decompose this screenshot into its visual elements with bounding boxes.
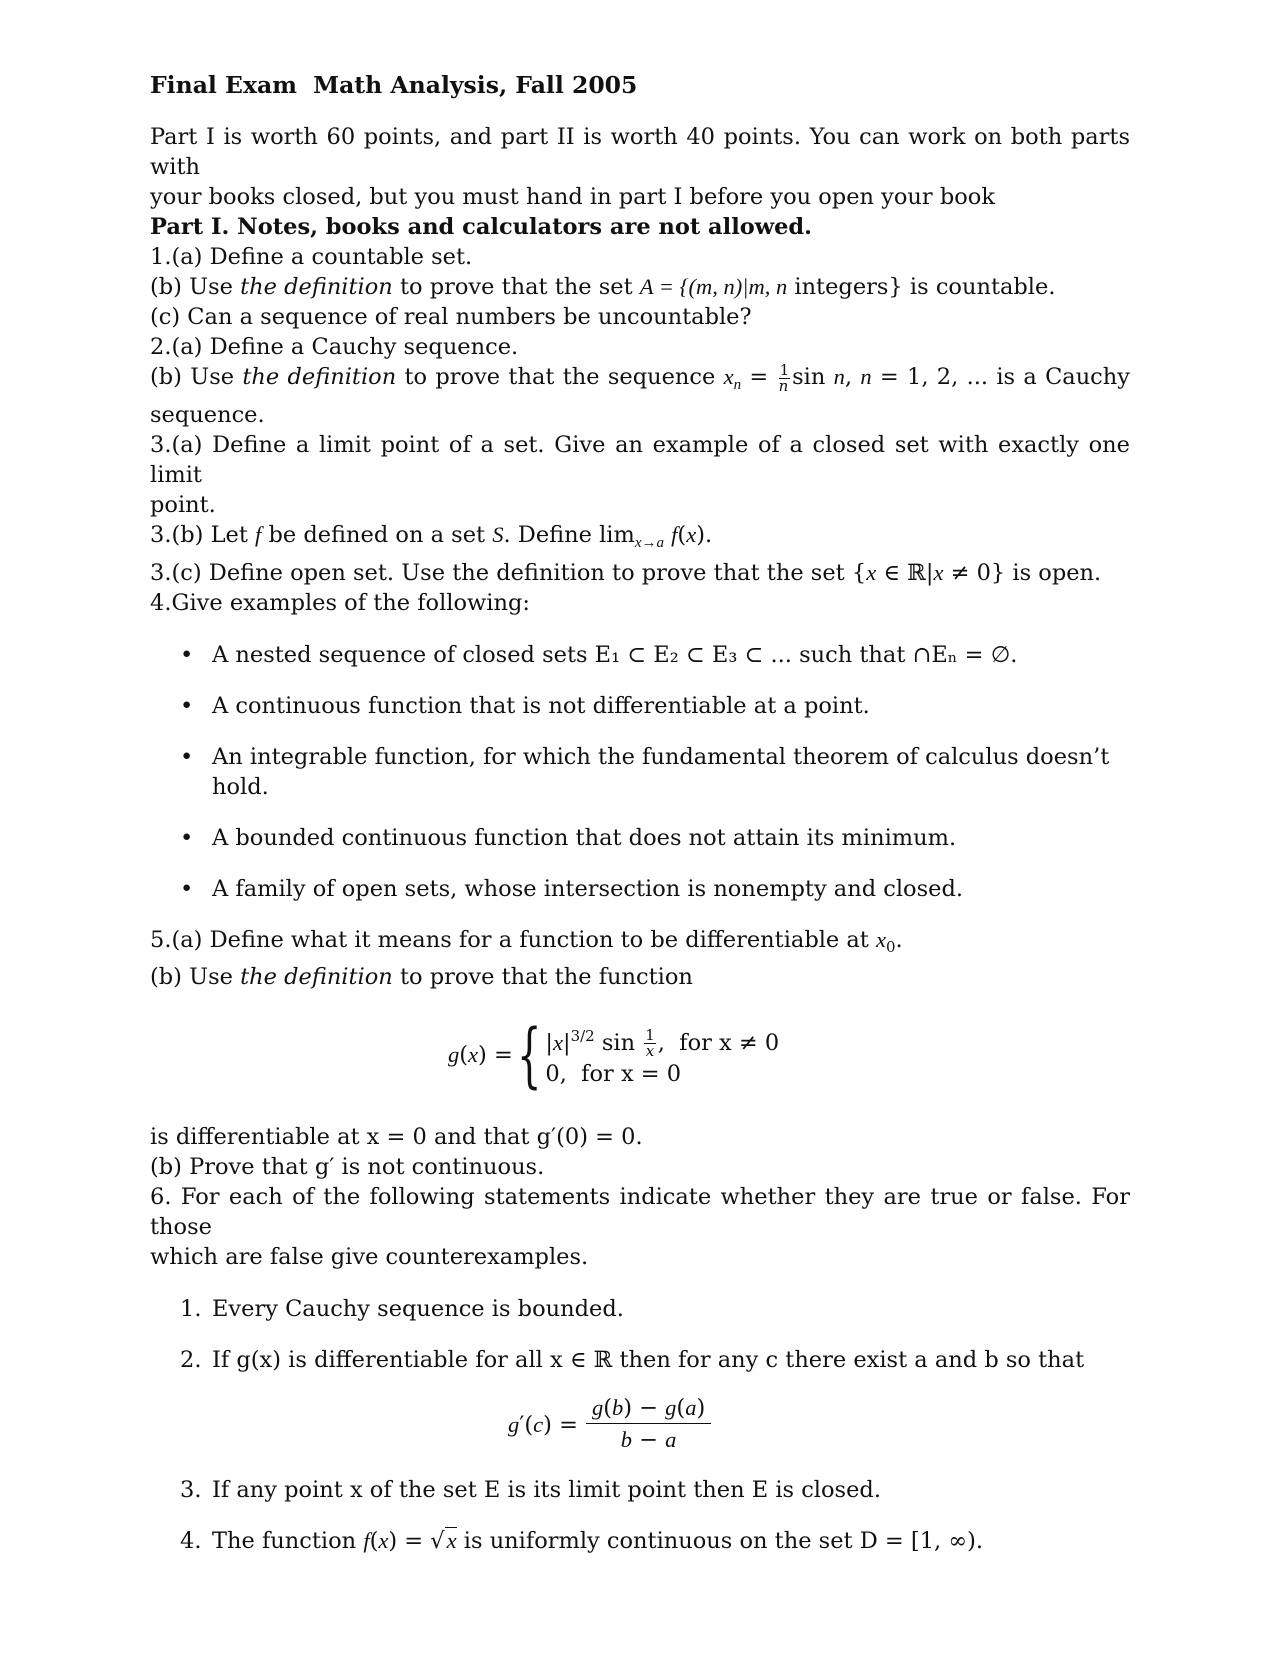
list-item: 2. If g(x) is differentiable for all x ∈ ℝ then for any c there exist a and b so that [180,1347,1085,1373]
q2b: (b) Use the definition to prove that the sequence $x_n$ = $\frac{1}{n}$ sin n, n = 1, 2, ... is a Cauchy [150,360,1130,395]
left-brace: { [516,1014,542,1096]
q3b: 3.(b) Let f be defined on a set S. Define $\lim_{x\to a} f(x)$. [150,522,713,551]
q3c: 3.(c) Define open set. Use the definition to prove that the set {x ∈ ℝ|x ≠ 0} is open. [150,560,1102,586]
list-item: 4. The function f(x) = √x is uniformly continuous on the set D = [1, ∞). [180,1528,983,1554]
list-item: 1. Every Cauchy sequence is bounded. [180,1296,624,1322]
q5c: (b) Prove that g′ is not continuous. [150,1154,545,1180]
q1b: (b) Use the definition to prove that the set A = {(m, n)|m, n integers} is countable. [150,274,1056,300]
q2a: 2.(a) Define a Cauchy sequence. [150,334,519,360]
list-item: • A continuous function that is not differentiable at a point. [180,693,870,719]
q3a-line1: 3.(a) Define a limit point of a set. Give an example of a closed set with exactly one limit [150,432,1130,488]
q1c: (c) Can a sequence of real numbers be uncountable? [150,304,752,330]
list-item: • A nested sequence of closed sets E₁ ⊂ E₂ ⊂ E₃ ⊂ ... such that ∩Eₙ = ∅. [180,642,1018,668]
cases: $|x|^{3/2}$ sin $\frac{1}{x}$ , for x ≠ 0 0, for x = 0 [545,1026,780,1088]
title-left: Final Exam [150,71,298,99]
list-item: • An integrable function, for which the fundamental theorem of calculus doesn’t hold. [180,744,1110,800]
q3a-line2: point. [150,492,216,518]
mean-value-formula: g ′( c ) = g(b) − g(a) b − a [150,1383,1130,1471]
exam-title [150,70,1130,100]
list-item: • A bounded continuous function that does not attain its minimum. [180,825,957,851]
q4-list [180,640,1130,904]
q6-line1: 6. For each of the following statements indicate whether they are true or false. For those [150,1184,1130,1240]
part1-heading: Part I. Notes, books and calculators are not allowed. [150,214,812,240]
exam-page [150,70,1130,1577]
intro-line-2: your books closed, but you must hand in part I before you open your book [150,184,995,210]
q1a: 1.(a) Define a countable set. [150,244,473,270]
g-definition: g ( x ) = { $|x|^{3/2}$ sin $\frac{1}{x}$ , for x ≠ 0 0, for x = 0 [448,1014,780,1096]
q6-line2: which are false give counterexamples. [150,1244,589,1270]
title-right: Math Analysis, Fall 2005 [313,71,638,99]
q2b-cont: sequence. [150,402,265,428]
list-item: 3. If any point x of the set E is its limit point then E is closed. [180,1477,881,1503]
q5-after: is differentiable at x = 0 and that g′(0) = 0. [150,1124,643,1150]
intro-line-1: Part I is worth 60 points, and part II is worth 40 points. You can work on both parts with [150,124,1130,180]
list-item: • A family of open sets, whose intersection is nonempty and closed. [180,876,964,902]
q4-heading: 4.Give examples of the following: [150,590,530,616]
q5a: 5.(a) Define what it means for a function to be differentiable at $x_0$. [150,927,903,956]
q6-list [180,1294,1130,1375]
q5b: (b) Use the definition to prove that the function [150,964,693,990]
one-over-n: $\frac{1}{n}$ [778,360,790,395]
q6-list-cont [180,1475,1130,1556]
